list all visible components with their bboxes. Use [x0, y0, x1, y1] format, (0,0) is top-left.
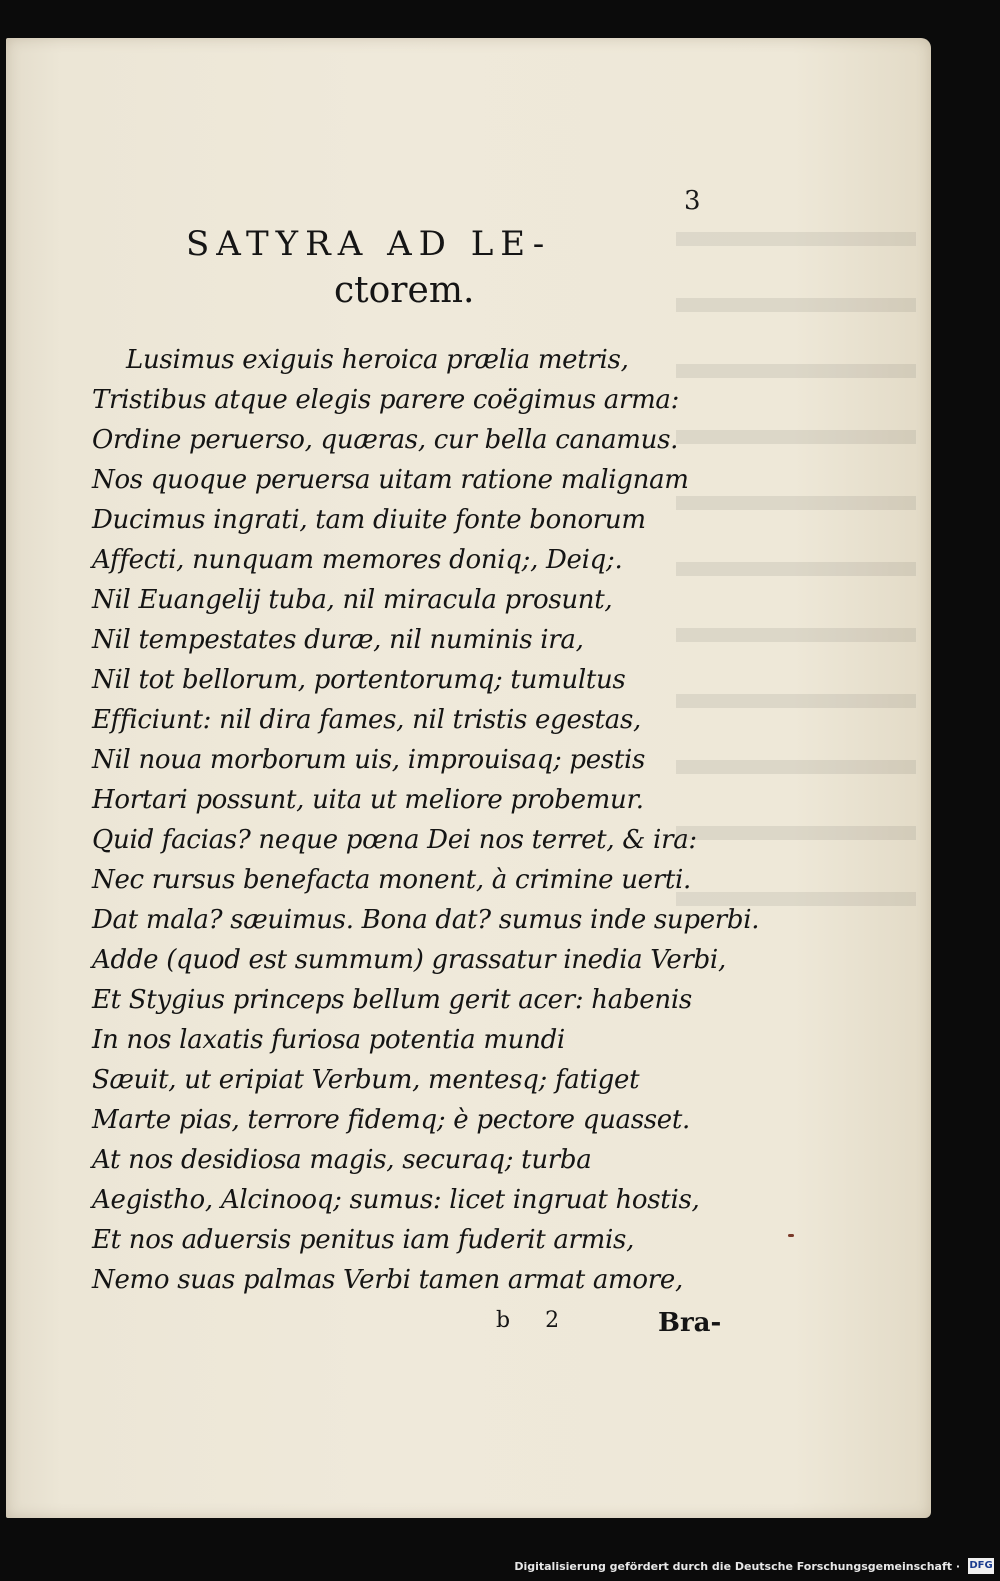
- catchword: Bra-: [658, 1308, 722, 1338]
- verse-line: Nec rursus benefacta monent, à crimine uerti.: [92, 865, 692, 895]
- page-title: [186, 222, 606, 316]
- verse-line: Quid facias? neque pœna Dei nos terret, & ira:: [92, 825, 697, 855]
- verse-line: Marte pias, terrore fidemq; è pectore quasset.: [92, 1105, 691, 1135]
- verse-line: Adde (quod est summum) grassatur inedia Verbi,: [92, 945, 726, 975]
- verse-line: Tristibus atque elegis parere coëgimus arma:: [92, 385, 680, 415]
- dfg-logo: DFG: [968, 1558, 994, 1574]
- title-line-2: ctorem.: [334, 270, 475, 311]
- verse-line: Et Stygius princeps bellum gerit acer: habenis: [92, 985, 692, 1015]
- ink-speck: [788, 1234, 794, 1237]
- verse-line: Aegistho, Alcinooq; sumus: licet ingruat hostis,: [92, 1185, 700, 1215]
- verse-line: Nil tot bellorum, portentorumq; tumultus: [92, 665, 626, 695]
- verse-line: Ducimus ingrati, tam diuite fonte bonorum: [92, 505, 646, 535]
- verse-line: Sæuit, ut eripiat Verbum, mentesq; fatiget: [92, 1065, 640, 1095]
- verse-line: Nemo suas palmas Verbi tamen armat amore,: [92, 1265, 683, 1295]
- verse-line: Dat mala? sæuimus. Bona dat? sumus inde superbi.: [92, 905, 760, 935]
- verse-line: Et nos aduersis penitus iam fuderit armis,: [92, 1225, 635, 1255]
- verse-line: Nil tempestates duræ, nil numinis ira,: [92, 625, 584, 655]
- page-number: 3: [684, 186, 701, 216]
- verse-line: Affecti, nunquam memores doniq;, Deiq;.: [92, 545, 623, 575]
- verse-line: At nos desidiosa magis, securaq; turba: [92, 1145, 592, 1175]
- verse-line: In nos laxatis furiosa potentia mundi: [92, 1025, 565, 1055]
- verse-line: Nil noua morborum uis, improuisaq; pestis: [92, 745, 646, 775]
- title-line-1: SATYRA AD LE-: [186, 224, 552, 264]
- verse-block: [92, 340, 760, 1300]
- verse-line: Nil Euangelij tuba, nil miracula prosunt,: [92, 585, 613, 615]
- verse-line: Hortari possunt, uita ut meliore probemur.: [92, 785, 644, 815]
- verse-line: Ordine peruerso, quæras, cur bella canamus.: [92, 425, 679, 455]
- digitization-credit: Digitalisierung gefördert durch die Deutsche Forschungsgemeinschaft ·: [514, 1560, 960, 1573]
- signature-mark: b 2: [496, 1308, 574, 1333]
- book-page: [6, 38, 931, 1518]
- verse-line: Lusimus exiguis heroica prælia metris,: [126, 345, 629, 375]
- verse-line: Nos quoque peruersa uitam ratione malignam: [92, 465, 689, 495]
- verse-line: Efficiunt: nil dira fames, nil tristis egestas,: [92, 705, 641, 735]
